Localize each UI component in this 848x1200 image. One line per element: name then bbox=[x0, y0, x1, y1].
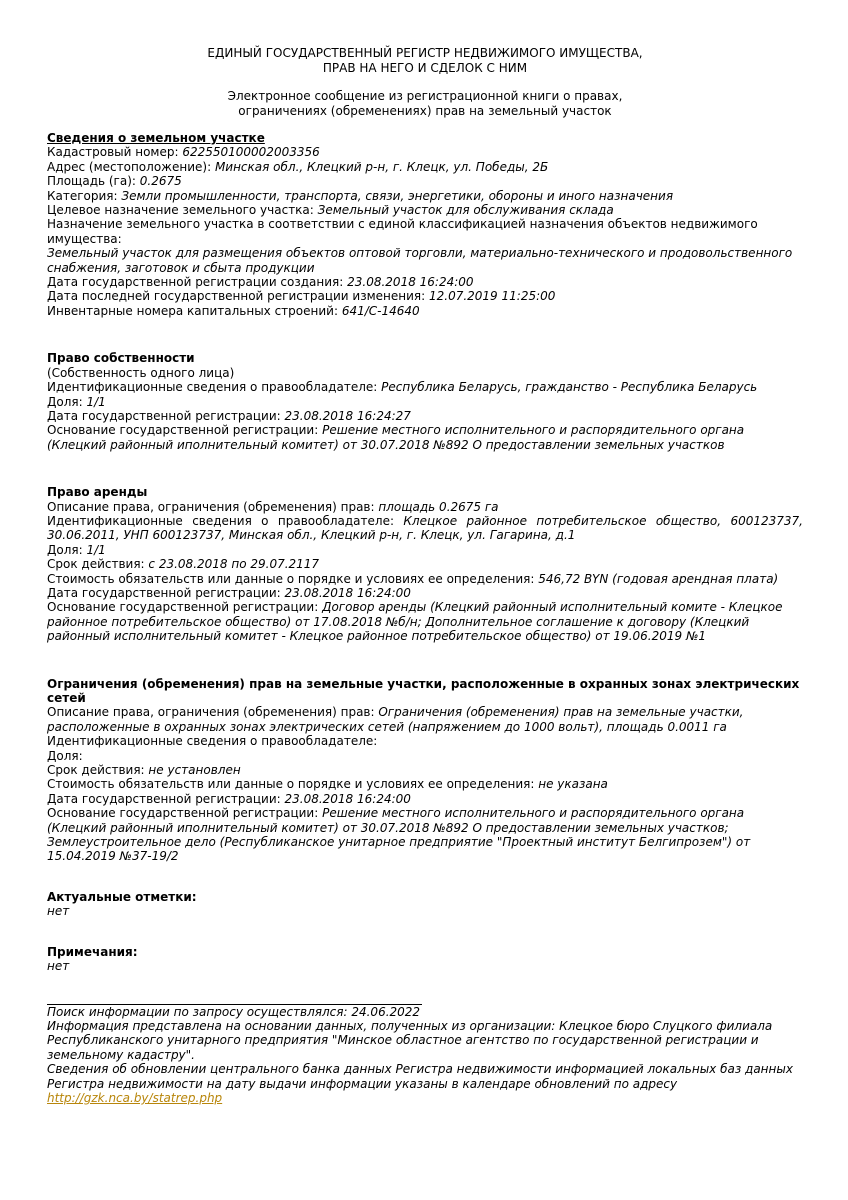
label: Категория: bbox=[47, 188, 122, 203]
inventory-row bbox=[47, 304, 803, 318]
basis-row bbox=[47, 806, 803, 864]
basis-row bbox=[47, 423, 803, 452]
share-row bbox=[47, 395, 803, 409]
source-info: Информация представлена на основании данных, полученных из организации: Клецкое бюро Слуцкого филиала Республиканского унитарного предприятия "Минское областное агентство по государственной регистрации и земельному кадастру". bbox=[47, 1018, 773, 1062]
classification-label: Назначение земельного участка в соответствии с единой классификацией назначения объектов недвижимого имущества: bbox=[47, 217, 758, 246]
description: площадь 0.2675 га bbox=[378, 499, 499, 514]
notes-section bbox=[47, 945, 803, 974]
restriction-heading: Ограничения (обременения) прав на земельные участки, расположенные в охранных зонах электрических сетей bbox=[47, 676, 800, 705]
purpose-row bbox=[47, 203, 803, 217]
term-row bbox=[47, 557, 803, 571]
lease-section bbox=[47, 485, 803, 643]
created-date: 23.08.2018 16:24:00 bbox=[347, 275, 474, 290]
basis-row bbox=[47, 600, 803, 643]
label: Идентификационные сведения о правообладателе: bbox=[47, 380, 382, 395]
label: Дата государственной регистрации создания: bbox=[47, 275, 348, 290]
label: Доля: bbox=[47, 394, 87, 409]
ownership-type: (Собственность одного лица) bbox=[47, 365, 235, 380]
ownership-heading: Право собственности bbox=[47, 351, 195, 366]
label: Срок действия: bbox=[47, 557, 149, 572]
marks-heading: Актуальные отметки: bbox=[47, 889, 197, 904]
reg-date-row bbox=[47, 792, 803, 806]
label: Дата последней государственной регистрации изменения: bbox=[47, 289, 429, 304]
reg-date-row bbox=[47, 586, 803, 600]
subtitle-line-2: ограничениях (обременениях) прав на земельный участок bbox=[238, 104, 612, 118]
search-date: Поиск информации по запросу осуществлялся: 24.06.2022 bbox=[47, 1004, 421, 1019]
share-row bbox=[47, 543, 803, 557]
label: Основание государственной регистрации: bbox=[47, 600, 323, 615]
holder-row: Идентификационные сведения о правообладателе: bbox=[47, 734, 378, 749]
desc-row bbox=[47, 500, 803, 514]
document-subtitle bbox=[47, 89, 803, 119]
holder: Республика Беларусь, гражданство - Республика Беларусь bbox=[381, 380, 758, 395]
document-title bbox=[47, 46, 803, 76]
label: Кадастровый номер: bbox=[47, 145, 183, 160]
label: Доля: bbox=[47, 542, 87, 557]
term: с 23.08.2018 по 29.07.2117 bbox=[148, 557, 320, 572]
label: Дата государственной регистрации: bbox=[47, 408, 285, 423]
label: Стоимость обязательств или данные о порядке и условиях ее определения: bbox=[47, 777, 539, 792]
land-plot-section bbox=[47, 131, 803, 318]
label: Стоимость обязательств или данные о порядке и условиях ее определения: bbox=[47, 571, 539, 586]
reg-date-row bbox=[47, 409, 803, 423]
label: Адрес (местоположение): bbox=[47, 159, 215, 174]
document-page bbox=[47, 46, 803, 1105]
area-row bbox=[47, 174, 803, 188]
label: Основание государственной регистрации: bbox=[47, 423, 323, 438]
reg-date: 23.08.2018 16:24:27 bbox=[284, 408, 411, 423]
cost-row bbox=[47, 777, 803, 791]
term: не установлен bbox=[148, 763, 241, 778]
label: Основание государственной регистрации: bbox=[47, 806, 323, 821]
updates-info: Сведения об обновлении центрального банка данных Регистра недвижимости информацией локальных баз данных Регистра недвижимости на дату выдачи информации указаны в календаре обновлений по адресу bbox=[47, 1062, 793, 1091]
term-row bbox=[47, 763, 803, 777]
address-row bbox=[47, 160, 803, 174]
changed-date: 12.07.2019 11:25:00 bbox=[428, 289, 556, 304]
label: Площадь (га): bbox=[47, 174, 140, 189]
desc-row bbox=[47, 705, 803, 734]
land-plot-heading: Сведения о земельном участке bbox=[47, 131, 265, 145]
cadastral-number: 622550100002003356 bbox=[182, 145, 320, 160]
basis: Решение местного исполнительного и распорядительного органа (Клецкий районный иполнительный комитет) от 30.07.2018 №892 О предоставлении земельных участков; Землеустроительное дело (Республиканское унитарное предприятие "Проектный институт Белгипрозем") от 15.04.2019 №37-19/2 bbox=[47, 806, 751, 864]
label: Целевое назначение земельного участка: bbox=[47, 203, 318, 218]
subtitle-line-1: Электронное сообщение из регистрационной книги о правах, bbox=[227, 89, 623, 103]
label: Дата государственной регистрации: bbox=[47, 791, 285, 806]
holder-row bbox=[47, 380, 803, 394]
share: 1/1 bbox=[86, 394, 106, 409]
category-row bbox=[47, 189, 803, 203]
title-line-1: ЕДИНЫЙ ГОСУДАРСТВЕННЫЙ РЕГИСТР НЕДВИЖИМОГО ИМУЩЕСТВА, bbox=[207, 46, 643, 60]
marks-section bbox=[47, 890, 803, 919]
inventory-number: 641/С-14640 bbox=[341, 303, 420, 318]
notes-heading: Примечания: bbox=[47, 944, 138, 959]
cadastral-number-row bbox=[47, 145, 803, 159]
share-row: Доля: bbox=[47, 748, 83, 763]
description: Ограничения (обременения) прав на земельные участки, расположенные в охранных зонах электрических сетей (напряжением до 1000 вольт), площадь 0.0011 га bbox=[47, 705, 744, 734]
lease-heading: Право аренды bbox=[47, 485, 148, 500]
label: Дата государственной регистрации: bbox=[47, 585, 285, 600]
label: Инвентарные номера капитальных строений: bbox=[47, 303, 342, 318]
purpose: Земельный участок для обслуживания склада bbox=[317, 203, 614, 218]
label: Описание права, ограничения (обременения) прав: bbox=[47, 705, 379, 720]
footer bbox=[47, 1005, 803, 1106]
area: 0.2675 bbox=[139, 174, 182, 189]
changed-row bbox=[47, 289, 803, 303]
reg-date: 23.08.2018 16:24:00 bbox=[284, 585, 411, 600]
basis: Решение местного исполнительного и распорядительного органа (Клецкий районный иполнительный комитет) от 30.07.2018 №892 О предоставлении земельных участков bbox=[47, 423, 745, 452]
holder: Клецкое районное потребительское общество, 600123737, 30.06.2011, УНП 600123737, Минская обл., Клецкий р-н, г. Клецк, ул. Гагарина, д.1 bbox=[47, 513, 803, 543]
share: 1/1 bbox=[86, 542, 106, 557]
restriction-section bbox=[47, 677, 803, 864]
title-line-2: ПРАВ НА НЕГО И СДЕЛОК С НИМ bbox=[322, 61, 528, 75]
classification-value: Земельный участок для размещения объектов оптовой торговли, материально-технического и продовольственного снабжения, заготовок и сбыта продукции bbox=[47, 246, 793, 275]
address: Минская обл., Клецкий р-н, г. Клецк, ул. Победы, 2Б bbox=[214, 159, 549, 174]
cost-row bbox=[47, 572, 803, 586]
marks-value: нет bbox=[47, 904, 70, 919]
statrep-link[interactable]: http://gzk.nca.by/statrep.php bbox=[47, 1090, 223, 1105]
ownership-section bbox=[47, 351, 803, 452]
created-row bbox=[47, 275, 803, 289]
reg-date: 23.08.2018 16:24:00 bbox=[284, 791, 411, 806]
label: Идентификационные сведения о правообладателе: bbox=[47, 513, 404, 528]
notes-value: нет bbox=[47, 959, 70, 974]
label: Описание права, ограничения (обременения) прав: bbox=[47, 499, 379, 514]
cost: 546,72 BYN (годовая арендная плата) bbox=[538, 571, 779, 586]
label: Срок действия: bbox=[47, 763, 149, 778]
basis: Договор аренды (Клецкий районный исполнительный комите - Клецкое районное потребительское общество) от 17.08.2018 №б/н; Дополнительное соглашение к договору (Клецкий районный исполнительный комитет - Клецкое районное потребительское общество) от 19.06.2019 №1 bbox=[47, 600, 783, 644]
holder-row bbox=[47, 514, 803, 543]
category: Земли промышленности, транспорта, связи, энергетики, обороны и иного назначения bbox=[121, 188, 674, 203]
cost: не указана bbox=[538, 777, 608, 792]
